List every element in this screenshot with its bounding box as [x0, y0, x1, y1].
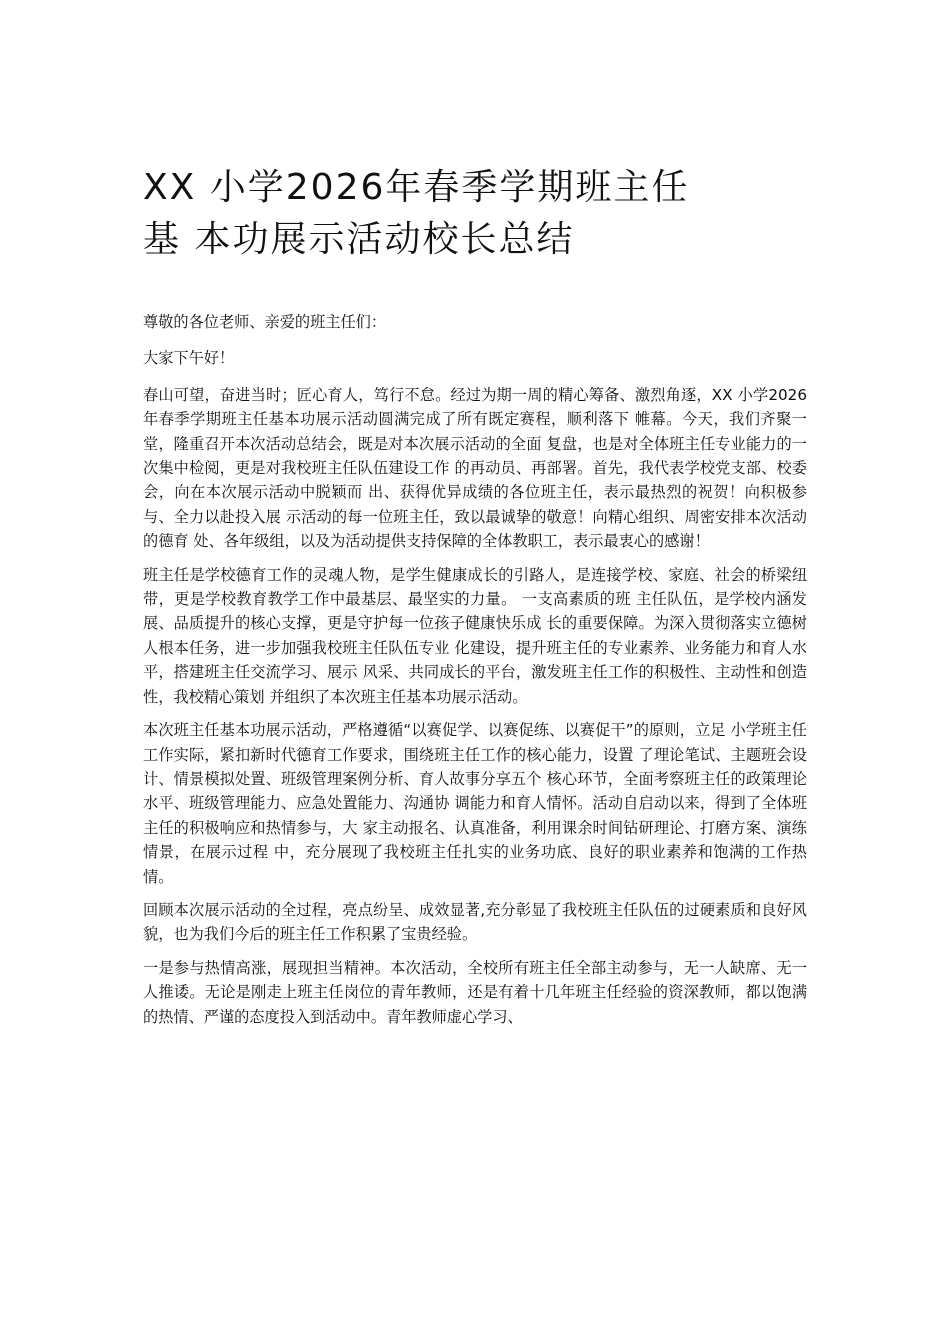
paragraph-opening: 春山可望，奋进当时；匠心育人，笃行不怠。经过为期一周的精心筹备、激烈角逐，XX 小学2026年春季学期班主任基本功展示活动圆满完成了所有既定赛程，顺利落下 帷幕。今天，我们齐聚一堂，隆重召开本次活动总结会，既是对本次展示活动的全面 复盘，也是对全体班主任专业能力的一次集中检阅，更是对我校班主任队伍建设工作 的再动员、再部署。首先，我代表学校党支部、校委会，向在本次展示活动中脱颖而 出、获得优异成绩的各位班主任，表示最热烈的祝贺！向积极参与、全力以赴投入展 示活动的每一位班主任，致以最诚挚的敬意！向精心组织、周密安排本次活动的德育 处、各年级组，以及为活动提供支持保障的全体教职工，表示最衷心的感谢！ — [143, 385, 807, 551]
greeting: 大家下午好！ — [143, 349, 235, 368]
document-title — [143, 162, 823, 266]
title-line-1: XX 小学2026年春季学期班主任 — [143, 167, 690, 208]
document-body — [143, 310, 807, 1038]
paragraph-review: 回顾本次展示活动的全过程，亮点纷呈、成效显著,充分彰显了我校班主任队伍的过硬素质和良好风貌，也为我们今后的班主任工作积累了宝贵经验。 — [143, 900, 807, 944]
paragraph-point-one: 一是参与热情高涨，展现担当精神。本次活动，全校所有班主任全部主动参与，无一人缺席、无一人推诿。无论是刚走上班主任岗位的青年教师，还是有着十几年班主任经验的资深教师，都以饱满的热情、严谨的态度投入到活动中。青年教师虚心学习、 — [143, 958, 807, 1026]
paragraph-role-of-head-teacher: 班主任是学校德育工作的灵魂人物，是学生健康成长的引路人，是连接学校、家庭、社会的桥梁纽带，更是学校教育教学工作中最基层、最坚实的力量。 一支高素质的班 主任队伍，是学校内涵发展、品质提升的核心支撑，更是守护每一位孩子健康快乐成 长的重要保障。为深入贯彻落实立德树人根本任务，进一步加强我校班主任队伍专业 化建设，提升班主任的专业素养、业务能力和育人水平，搭建班主任交流学习、展示 风采、共同成长的平台，激发班主任工作的积极性、主动性和创造性，我校精心策划 并组织了本次班主任基本功展示活动。 — [143, 565, 807, 706]
title-line-2: 基 本功展示活动校长总结 — [143, 219, 575, 260]
paragraph-activity-overview: 本次班主任基本功展示活动，严格遵循“以赛促学、以赛促练、以赛促干”的原则，立足 小学班主任工作实际，紧扣新时代德育工作要求，围绕班主任工作的核心能力，设置 了理论笔试、主题班会设计、情景模拟处置、班级管理案例分析、育人故事分享五个 核心环节，全面考察班主任的政策理论水平、班级管理能力、应急处置能力、沟通协 调能力和育人情怀。活动自启动以来，得到了全体班主任的积极响应和热情参与，大 家主动报名、认真准备，利用课余时间钻研理论、打磨方案、演练情景，在展示过程 中，充分展现了我校班主任扎实的业务功底、良好的职业素养和饱满的工作热情。 — [143, 721, 807, 886]
salutation: 尊敬的各位老师、亲爱的班主任们： — [143, 313, 386, 331]
